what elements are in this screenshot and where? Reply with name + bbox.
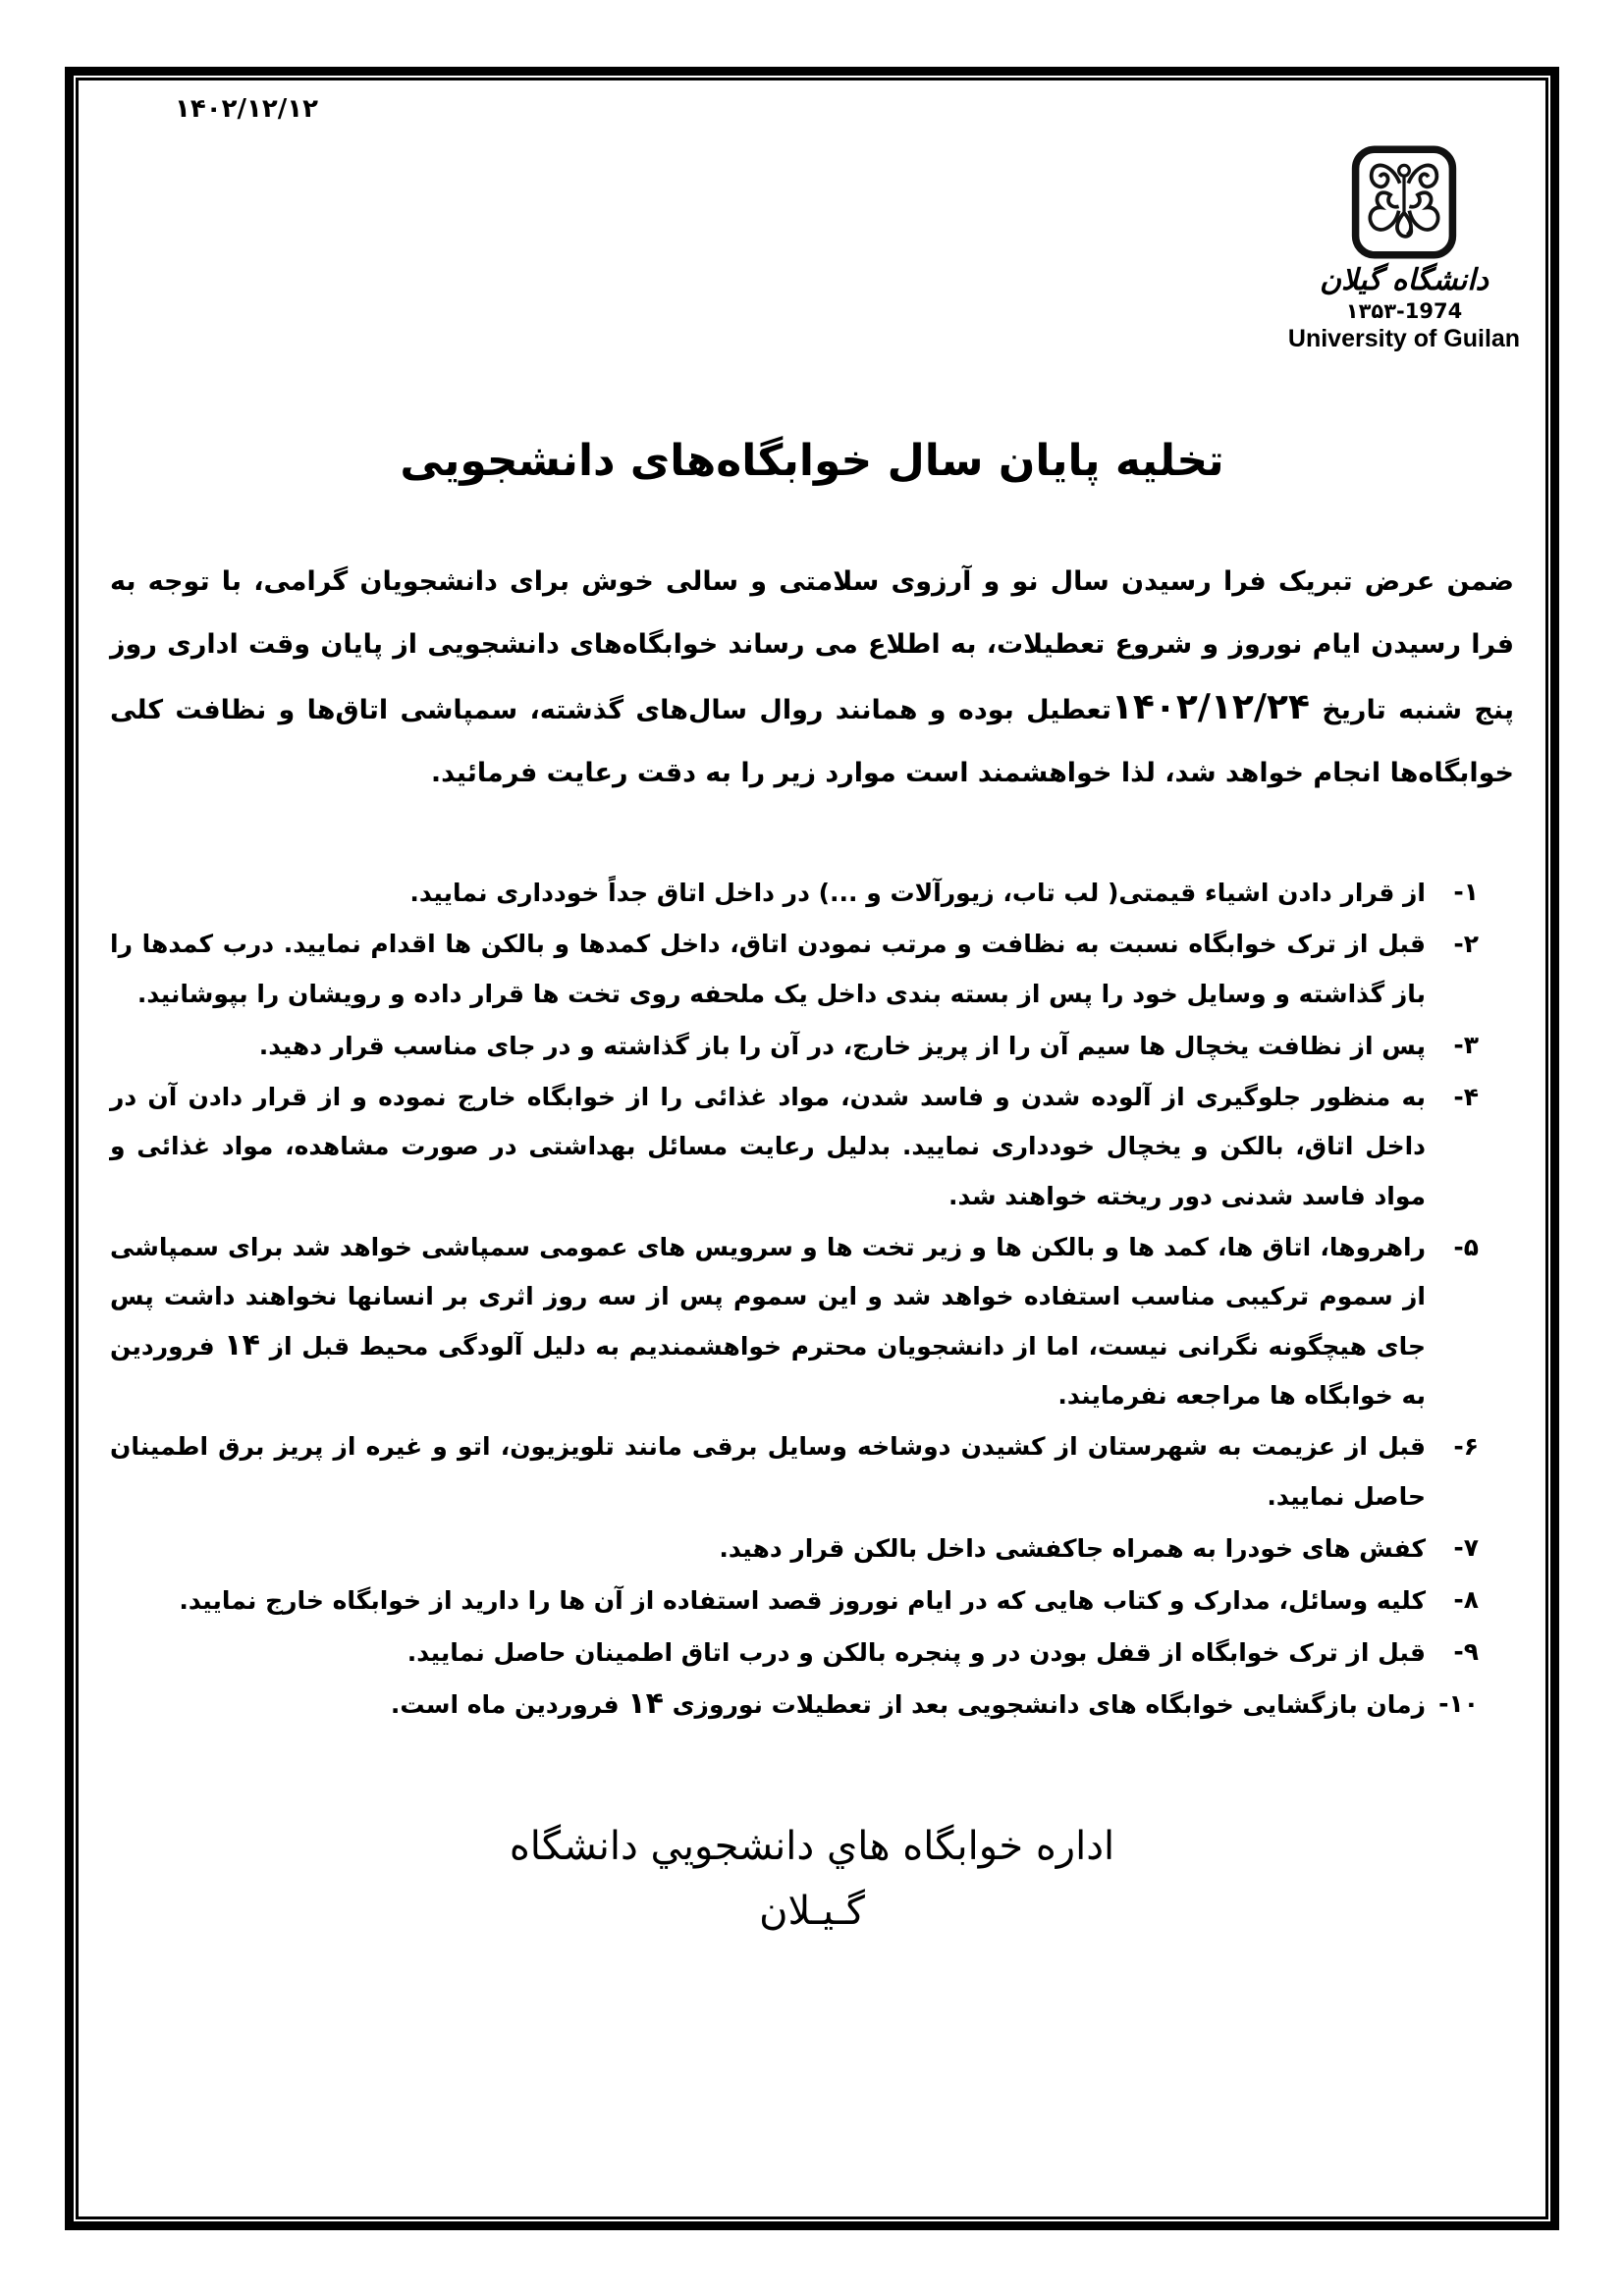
notice-item-1 xyxy=(110,868,1479,918)
item-text: زمان بازگشایی خوابگاه های دانشجویی بعد از تعطیلات نوروزی xyxy=(663,1690,1426,1719)
item-number: ۴- xyxy=(1453,1083,1479,1111)
item-number: ۹- xyxy=(1453,1637,1479,1666)
item-text: قبل از عزیمت به شهرستان از کشیدن دوشاخه وسایل برقی مانند تلویزیون، اتو و غیره از پریز برق اطمینان حاصل نمایید. xyxy=(110,1432,1426,1511)
item-text-after: فروردین به خوابگاه ها مراجعه نفرمایند. xyxy=(110,1332,1426,1410)
intro-paragraph xyxy=(110,551,1514,805)
closure-date: ۱۴۰۲/۱۲/۲۴ xyxy=(1110,687,1310,727)
item-text: کفش های خودرا به همراه جاکفشی داخل بالکن قرار دهید. xyxy=(719,1534,1426,1563)
document-content xyxy=(110,0,1514,1934)
item-highlight: ۱۴ xyxy=(224,1328,260,1362)
notice-item-3 xyxy=(110,1021,1479,1071)
item-text: راهروها، اتاق ها، کمد ها و بالکن ها و زیر تخت ها و سرویس های عمومی سمپاشی خواهد شد برای سمپاشی از سموم ترکیبی مناسب استفاده خواهد شد و این سموم پس از سه روز اثری بر انسانها نخواهند داشت پس جای هیچگونه نگرانی نیست، اما از دانشجویان محترم خواهشمندیم به دلیل آلودگی محیط قبل از xyxy=(110,1233,1426,1361)
item-number: ۲- xyxy=(1453,930,1479,958)
university-founding-years: ۱۳۵۳-1974 xyxy=(1345,299,1463,323)
notice-item-9 xyxy=(110,1628,1479,1678)
item-number: ۵- xyxy=(1453,1233,1479,1261)
item-number: ۸- xyxy=(1453,1585,1479,1614)
item-text: کلیه وسائل، مدارک و کتاب هایی که در ایام نوروز قصد استفاده از آن ها را دارید از خوابگاه خارج نمایید. xyxy=(179,1586,1426,1615)
intro-text-after-date: تعطیل بوده و همانند روال سال‌های گذشته، سمپاشی اتاق‌ها و نظافت کلی خوابگاه‌ها انجام خواهد شد، لذا خواهشمند است موارد زیر را به دقت رعایت فرمائید. xyxy=(110,695,1514,788)
item-text: به منظور جلوگیری از آلوده شدن و فاسد شدن، مواد غذائی را از خوابگاه خارج نموده و از قرار دادن آن در داخل اتاق، بالکن و یخچال خودداری نمایید. بدلیل رعایت مسائل بهداشتی در صورت مشاهده، مواد غذائی و مواد فاسد شدنی دور ریخته خواهند شد. xyxy=(110,1083,1426,1210)
document-date: ۱۴۰۲/۱۲/۱۲ xyxy=(175,94,318,124)
notice-item-8 xyxy=(110,1575,1479,1626)
signature-line-2: گـيـلان xyxy=(759,1889,865,1934)
item-number: ۱۰- xyxy=(1438,1689,1479,1718)
item-number: ۱- xyxy=(1453,878,1479,906)
document-title: تخلیه پایان سال خوابگاه‌های دانشجویی xyxy=(400,436,1224,486)
item-text: قبل از ترک خوابگاه از قفل بودن در و پنجره بالکن و درب اتاق اطمینان حاصل نمایید. xyxy=(406,1638,1426,1667)
notice-list xyxy=(110,868,1479,1730)
item-text: از قرار دادن اشیاء قیمتی( لب تاب، زیورآلات و ...) در داخل اتاق جداً خودداری نمایید. xyxy=(409,879,1426,907)
notice-item-10 xyxy=(110,1680,1479,1730)
university-name-english: University of Guilan xyxy=(1287,325,1521,352)
item-text: پس از نظافت یخچال ها سیم آن را از پریز خارج، در آن را باز گذاشته و در جای مناسب قرار دهید. xyxy=(258,1032,1426,1060)
notice-item-7 xyxy=(110,1523,1479,1574)
notice-item-6 xyxy=(110,1422,1479,1522)
item-number: ۷- xyxy=(1453,1533,1479,1562)
item-highlight: ۱۴ xyxy=(627,1686,664,1721)
notice-item-5 xyxy=(110,1223,1479,1420)
intro-text-before-date: ضمن عرض تبریک فرا رسیدن سال نو و آرزوی سلامتی و سالی خوش برای دانشجویان گرامی، با توجه به فرا رسیدن ایام نوروز و شروع تعطیلات، به اطلاع می رساند خوابگاه‌های دانشجویی از پایان وقت اداری روز پنج شنبه تاریخ xyxy=(110,566,1514,725)
item-text-after: فروردین ماه است. xyxy=(390,1690,628,1719)
item-number: ۳- xyxy=(1453,1031,1479,1059)
notice-item-4 xyxy=(110,1073,1479,1221)
signature-line-1: اداره خوابگاه هاي دانشجويي دانشگاه xyxy=(509,1824,1115,1869)
item-text: قبل از ترک خوابگاه نسبت به نظافت و مرتب نمودن اتاق، داخل کمدها و بالکن ها اقدام نمایید. درب کمدها را باز گذاشته و وسایل خود را پس از بسته بندی داخل یک ملحفه روی تخت ها قرار داده و رویشان را بپوشانید. xyxy=(110,930,1426,1008)
item-number: ۶- xyxy=(1453,1432,1479,1461)
notice-item-2 xyxy=(110,920,1479,1019)
signature-block xyxy=(110,1824,1514,1934)
university-name-persian: دانشگاه گیلان xyxy=(1320,263,1489,297)
